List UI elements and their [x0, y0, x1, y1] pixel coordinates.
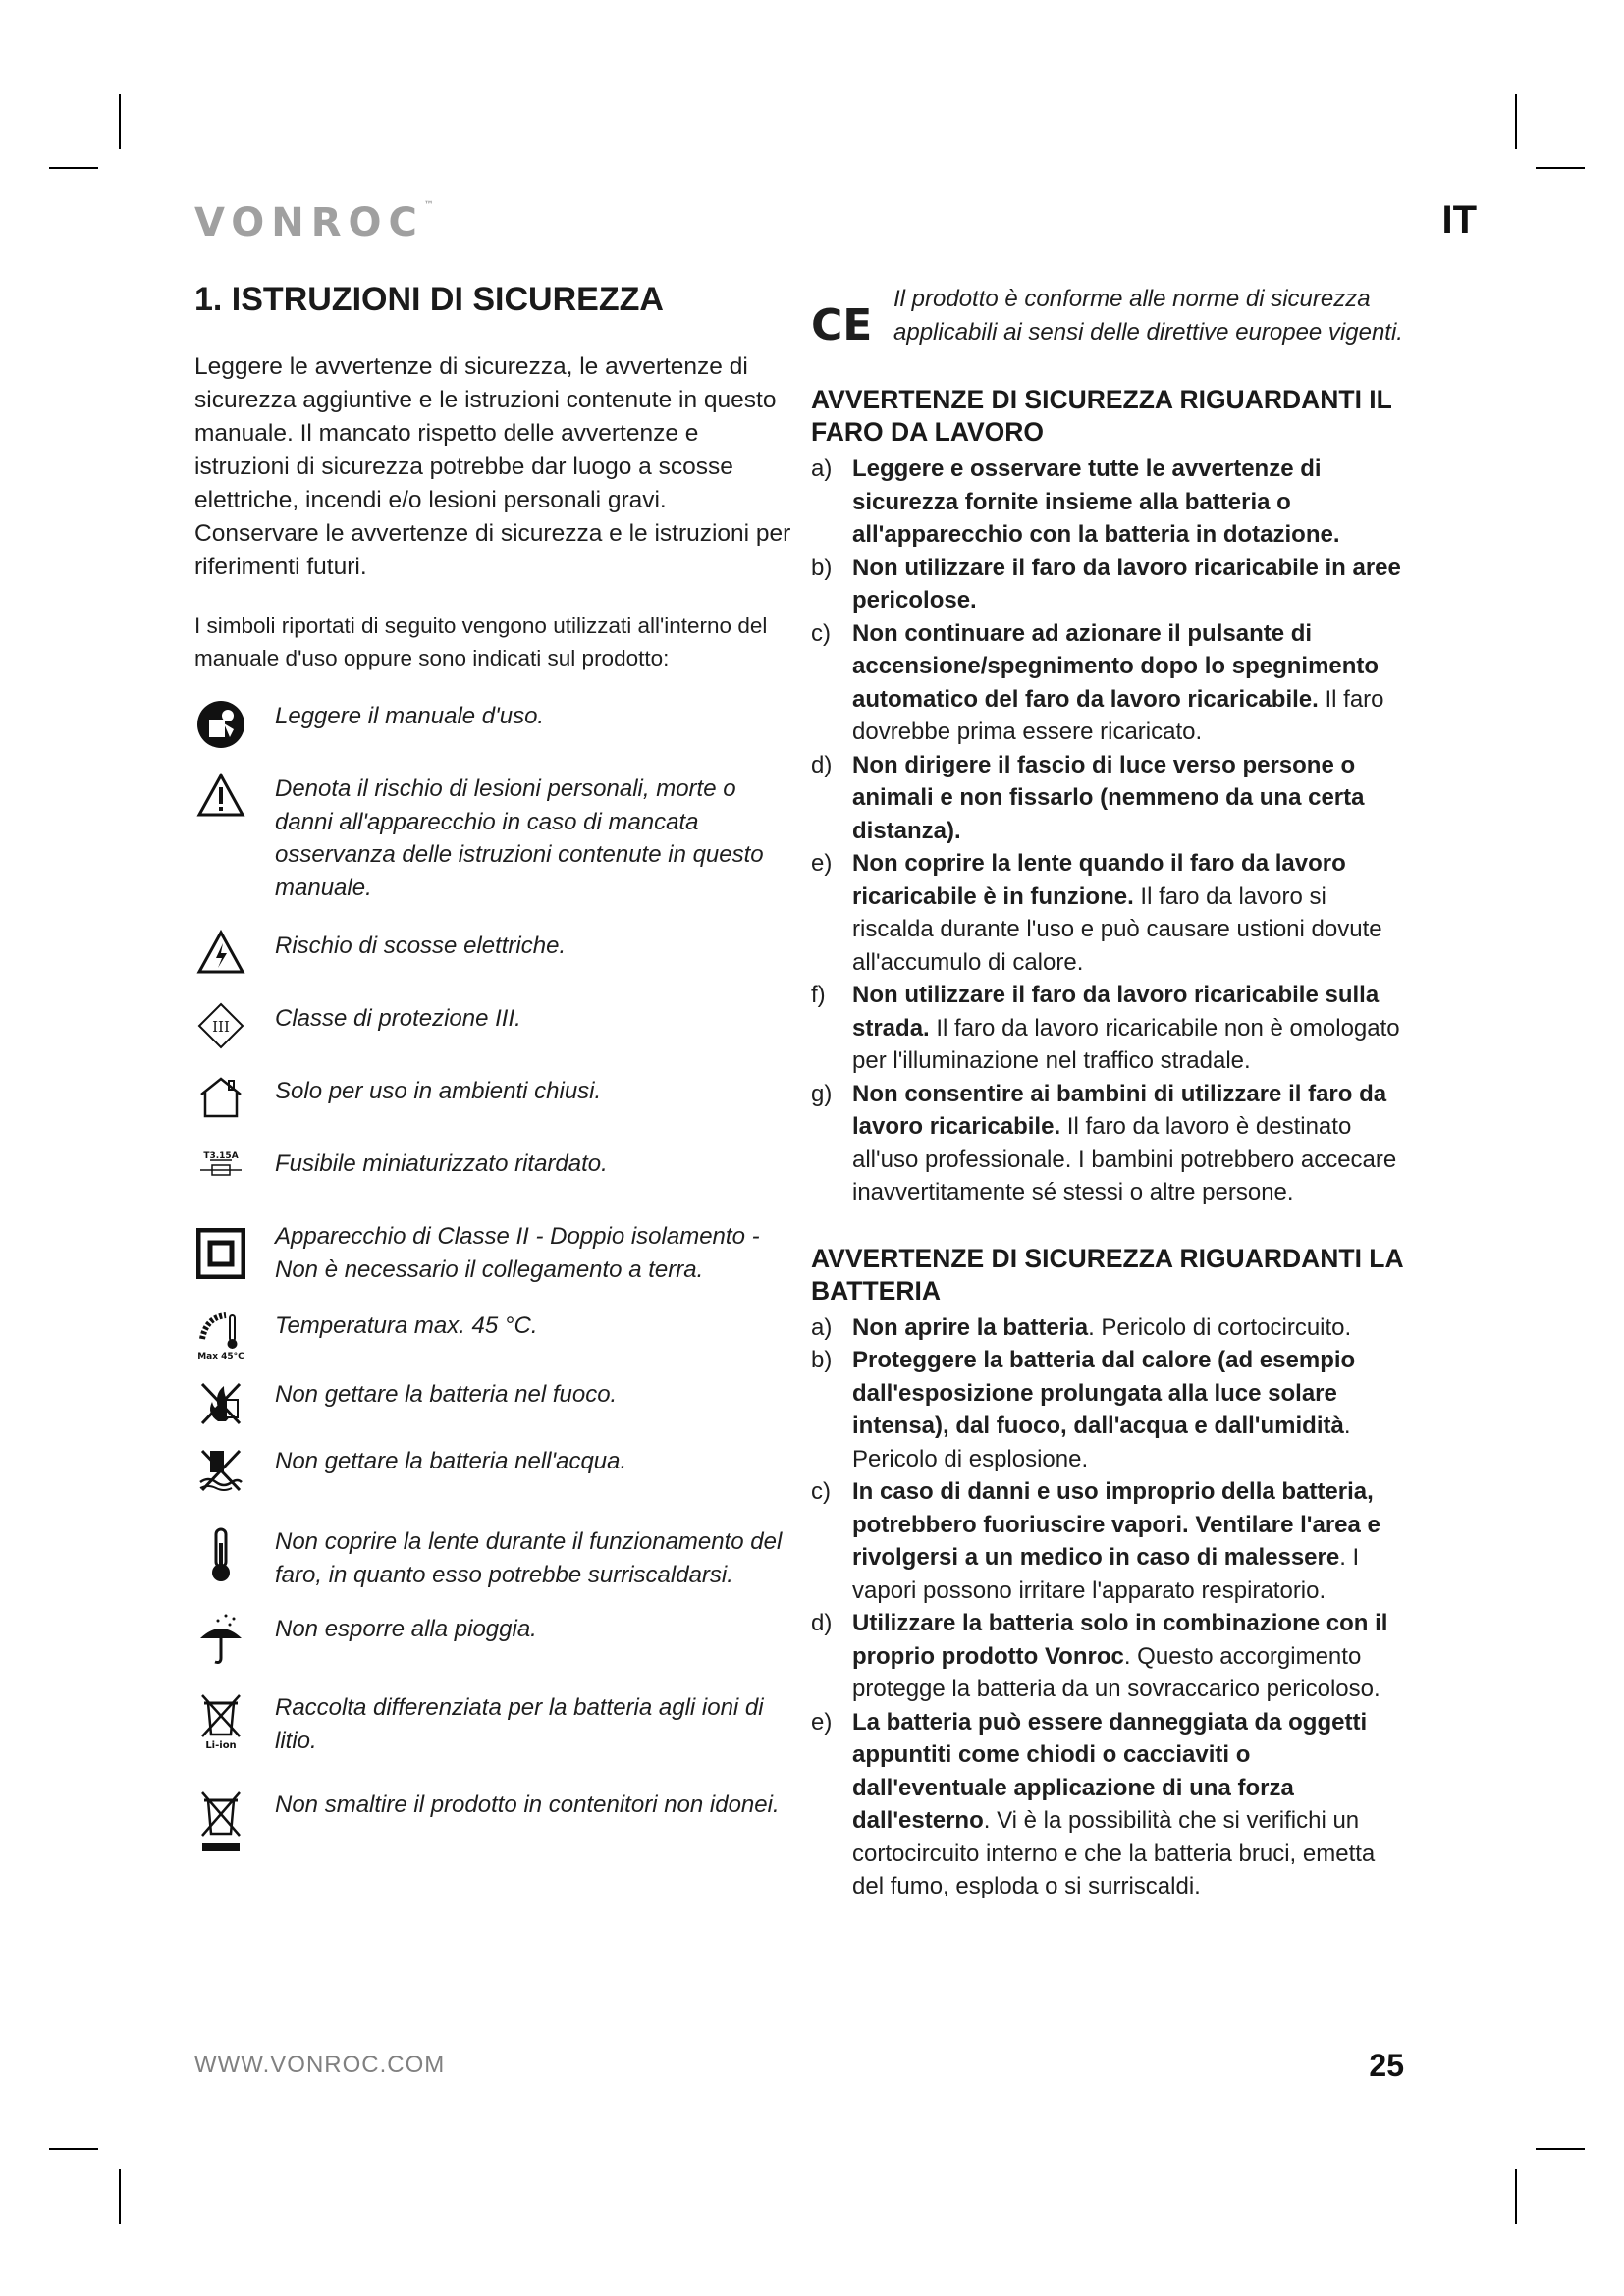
symbol-text: Solo per uso in ambienti chiusi. [275, 1078, 602, 1104]
thermometer-icon [194, 1525, 247, 1588]
list-item: f) Non utilizzare il faro da lavoro ricaricabile sulla strada. Il faro da lavoro ricaricabile non è omologato per l'illuminazione nel traffico stradale. [811, 982, 1400, 1074]
read-manual-icon [194, 700, 247, 755]
worklight-warnings-title: AVVERTENZE DI SICUREZZA RIGUARDANTI IL FARO DA LAVORO [811, 385, 1392, 447]
symbol-text: Temperatura max. 45 °C. [275, 1312, 538, 1339]
page-number: 25 [1369, 2048, 1404, 2083]
liion-recycling-icon [194, 1691, 247, 1754]
symbol-text: Non gettare la batteria nell'acqua. [275, 1448, 627, 1474]
symbol-row [194, 1525, 793, 1591]
symbol-text: Non coprire la lente durante il funzionamento del faro, in quanto esso potrebbe surriscaldarsi. [275, 1528, 783, 1588]
list-item: a) Leggere e osservare tutte le avvertenze di sicurezza fornite insieme alla batteria o all'apparecchio con la batteria in dotazione. [811, 455, 1340, 548]
max-temperature-icon [194, 1309, 247, 1364]
brand-logo: VONROC™ [194, 200, 434, 245]
footer-url: WWW.VONROC.COM [194, 2052, 446, 2078]
ce-conformity [811, 283, 1410, 350]
fuse-icon [194, 1148, 247, 1202]
list-item: c) Non continuare ad azionare il pulsante di accensione/spegnimento dopo lo spegnimento automatico del faro da lavoro ricaricabile. Il faro dovrebbe prima essere ricaricato. [811, 619, 1384, 745]
weee-bin-icon [194, 1789, 247, 1857]
list-item: b) Proteggere la batteria dal calore (ad esempio dall'esposizione prolungata alla luce solare intensa), dal fuoco, dall'acqua e dall'umidità. Pericolo di esplosione. [811, 1347, 1356, 1472]
symbol-row [194, 1002, 793, 1057]
right-column [811, 283, 1410, 1903]
symbol-row [194, 1148, 793, 1202]
double-insulation-icon [194, 1220, 247, 1283]
battery-warnings-title: AVVERTENZE DI SICUREZZA RIGUARDANTI LA BATTERIA [811, 1243, 1403, 1306]
crop-mark [1515, 94, 1517, 149]
crop-mark [119, 94, 121, 149]
list-item: a) Non aprire la batteria. Pericolo di cortocircuito. [811, 1313, 1352, 1341]
symbol-row [194, 773, 793, 904]
list-item: d) Non dirigere il fascio di luce verso persone o animali e non fissarlo (nemmeno da una certa distanza). [811, 751, 1365, 844]
list-item: g) Non consentire ai bambini di utilizzare il faro da lavoro ricaricabile. Il faro da lavoro è destinato all'uso professionale. I bambini potrebbero accecare inavvertitamente sé stessi o altre persone. [811, 1080, 1397, 1205]
electric-shock-icon [194, 930, 247, 985]
symbol-text: Non smaltire il prodotto in contenitori non idonei. [275, 1791, 780, 1818]
list-item: e) La batteria può essere danneggiata da oggetti appuntiti come chiodi o cacciaviti o dall'eventuale applicazione di una forza dall'esterno. Vi è la possibilità che si verifichi un cortocircuito interno e che la batteria bruci, emetta del fumo, esploda o si surriscaldi. [811, 1708, 1376, 1899]
symbol-row [194, 930, 793, 985]
crop-mark [49, 167, 98, 169]
ce-text: Il prodotto è conforme alle norme di sicurezza applicabili ai sensi delle direttive europee vigenti. [893, 286, 1403, 346]
section-title: 1. ISTRUZIONI DI SICUREZZA [194, 281, 664, 318]
symbol-row [194, 1075, 793, 1130]
symbol-text: Rischio di scosse elettriche. [275, 933, 567, 959]
crop-mark [1536, 2148, 1585, 2150]
language-code: IT [1441, 198, 1477, 241]
indoor-use-icon [194, 1075, 247, 1130]
crop-mark [1536, 167, 1585, 169]
ce-mark-icon: CE [811, 300, 873, 350]
svg-text:III: III [212, 1018, 230, 1036]
symbol-text: Fusibile miniaturizzato ritardato. [275, 1150, 608, 1177]
symbol-text: Non esporre alla pioggia. [275, 1616, 537, 1642]
list-item: c) In caso di danni e uso improprio della batteria, potrebbero fuoriuscire vapori. Ventilare l'area e rivolgersi a un medico in caso di malessere. I vapori possono irritare l'apparato respiratorio. [811, 1478, 1380, 1604]
symbol-row [194, 1445, 793, 1500]
symbol-text: Classe di protezione III. [275, 1005, 521, 1032]
symbol-row [194, 1378, 793, 1433]
symbol-text: Leggere il manuale d'uso. [275, 703, 545, 729]
symbol-row [194, 1789, 793, 1857]
warning-icon [194, 773, 247, 828]
list-item: e) Non coprire la lente quando il faro da lavoro ricaricabile è in funzione. Il faro da lavoro si riscalda durante l'uso e può causare ustioni dovute all'accumulo di calore. [811, 850, 1382, 976]
svg-text:Max 45°C: Max 45°C [197, 1352, 244, 1361]
spacer [811, 1209, 1410, 1243]
symbol-row [194, 1220, 793, 1286]
crop-mark [49, 2148, 98, 2150]
crop-mark [1515, 2169, 1517, 2224]
battery-warning-list [811, 1311, 1410, 1903]
no-fire-icon [194, 1378, 247, 1433]
symbol-row [194, 1691, 793, 1757]
list-item: d) Utilizzare la batteria solo in combinazione con il proprio prodotto Vonroc. Questo accorgimento protegge la batteria da un sovraccarico pericoloso. [811, 1610, 1388, 1702]
symbol-text: Non gettare la batteria nel fuoco. [275, 1381, 618, 1408]
no-rain-icon [194, 1613, 247, 1668]
crop-mark [119, 2169, 121, 2224]
symbol-text: Denota il rischio di lesioni personali, morte o danni all'apparecchio in caso di mancata osservanza delle istruzioni contenute in questo manuale. [275, 775, 764, 901]
symbols-intro: I simboli riportati di seguito vengono utilizzati all'interno del manuale d'uso oppure sono indicati sul prodotto: [194, 614, 768, 670]
left-column [194, 281, 793, 1875]
worklight-warning-list [811, 453, 1410, 1209]
protection-class-iii-icon [194, 1002, 247, 1057]
symbol-row [194, 700, 793, 755]
symbol-text: Raccolta differenziata per la batteria agli ioni di litio. [275, 1694, 764, 1754]
list-item: b) Non utilizzare il faro da lavoro ricaricabile in aree pericolose. [811, 554, 1401, 614]
no-water-icon [194, 1445, 247, 1500]
symbol-text: Apparecchio di Classe II - Doppio isolamento - Non è necessario il collegamento a terra. [275, 1223, 760, 1283]
intro-paragraph: Leggere le avvertenze di sicurezza, le avvertenze di sicurezza aggiuntive e le istruzioni contenute in questo manuale. Il mancato rispetto delle avvertenze e istruzioni di sicurezza potrebbe dar luogo a scosse elettriche, incendi e/o lesioni personali gravi. Conservare le avvertenze di sicurezza e le istruzioni per riferimenti futuri. [194, 353, 791, 580]
symbol-row [194, 1309, 793, 1364]
symbol-row [194, 1613, 793, 1668]
symbol-list [194, 700, 793, 1857]
svg-text:T3.15A: T3.15A [203, 1151, 239, 1161]
svg-text:Li-ion: Li-ion [205, 1740, 237, 1750]
